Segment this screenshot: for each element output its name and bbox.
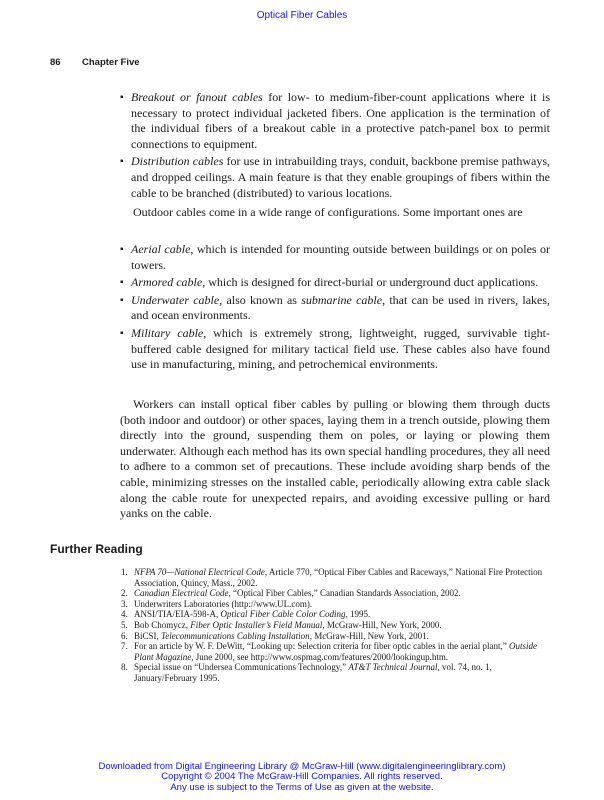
page-number: 86 — [50, 57, 61, 68]
chapter-label: Chapter Five — [82, 57, 140, 68]
running-head — [50, 57, 140, 68]
bullet-icon: ▪ — [120, 327, 124, 339]
bullet-icon: ▪ — [120, 244, 124, 255]
cable-type-list-outdoor — [120, 242, 550, 375]
footer-download-link[interactable]: Downloaded from Digital Engineering Library @ McGraw-Hill (www.digitalengineeringlibrary.com) — [98, 761, 506, 772]
cable-type-list-indoor — [120, 90, 550, 203]
reference-item: 8. Special issue on “Undersea Communications Technology,” AT&T Technical Journal, vol. 74, no. 1, January/February 1995. — [121, 662, 492, 683]
reference-item: 2. Canadian Electrical Code, “Optical Fiber Cables,” Canadian Standards Association, 2002. — [121, 588, 461, 599]
list-item: ▪ Distribution cables for use in intrabuilding trays, conduit, backbone premise pathways, and dropped ceilings. A main feature is that they enable groupings of fibers within the cable to be branched (distributed) to various locations. — [120, 154, 550, 200]
list-item: ▪ Aerial cable, which is intended for mounting outside between buildings or on poles or towers. — [120, 242, 550, 272]
document-title: Optical Fiber Cables — [256, 10, 348, 21]
list-item: ▪ Military cable, which is extremely strong, lightweight, rugged, survivable tight-buffered cable designed for military tactical field use. These cables also have found use in manufacturing, mining, and petrochemical environments. — [120, 325, 550, 372]
paragraph-outdoor-cables: Outdoor cables come in a wide range of configurations. Some important ones are — [133, 205, 523, 219]
reference-item: 3. Underwriters Laboratories (http://www.UL.com). — [121, 598, 313, 609]
list-item: ▪ Breakout or fanout cables for low- to medium-fiber-count applications where it is necessary to protect individual jacketed fibers. One application is the termination of the individual fibers of a breakout cable in a protective patch-panel box to permit connections to equipment. — [120, 90, 550, 151]
list-item: ▪ Underwater cable, also known as submarine cable, that can be used in rivers, lakes, and ocean environments. — [120, 292, 551, 323]
bullet-icon: ▪ — [120, 277, 124, 289]
section-heading: Further Reading — [50, 542, 143, 556]
reference-item: 7. For an article by W. F. DeWitt, “Looking up: Selection criteria for fiber optic cables in the aerial plant,” Outside Plant Magazine, June 2000, see http://www.ospmag.com/features/2000/lookingup.htm. — [121, 641, 538, 662]
footer — [0, 762, 604, 793]
reference-item: 6. BiCSI, Telecommunications Cabling Installation, McGraw-Hill, New York, 2001. — [121, 630, 429, 641]
paragraph-installation: Workers can install optical fiber cables by pulling or blowing them through ducts (both indoor and outdoor) or other spaces, laying them in a trench outside, plowing them directly into the ground, suspending them on poles, or laying or plowing them underwater. Although each method has its own special handling procedures, they all need to adhere to a common set of precautions. These include avoiding sharp bends of the cable, minimizing stresses on the installed cable, periodically allowing extra cable slack along the cable route for unexpected repairs, and avoiding excessive pulling or hard yanks on the cable. — [120, 397, 550, 521]
reference-item: 4. ANSI/TIA/EIA-598-A, Optical Fiber Cable Color Coding, 1995. — [121, 609, 371, 620]
bullet-icon: ▪ — [120, 92, 124, 103]
footer-terms-link[interactable]: Any use is subject to the Terms of Use as given at the website. — [170, 781, 434, 793]
list-item: ▪ Armored cable, which is designed for direct-burial or underground duct applications. — [120, 275, 539, 290]
footer-copyright: Copyright © 2004 The McGraw-Hill Companies. All rights reserved. — [161, 771, 443, 783]
bullet-icon: ▪ — [120, 156, 124, 168]
reference-item: 5. Bob Chomycz, Fiber Optic Installer’s Field Manual, McGraw-Hill, New York, 2000. — [121, 619, 442, 630]
reference-list — [121, 567, 551, 684]
reference-item: 1. NFPA 70—National Electrical Code, Article 770, “Optical Fiber Cables and Raceways,” National Fire Protection Association, Quincy, Mass., 2002. — [121, 567, 543, 588]
bullet-icon: ▪ — [120, 294, 124, 306]
